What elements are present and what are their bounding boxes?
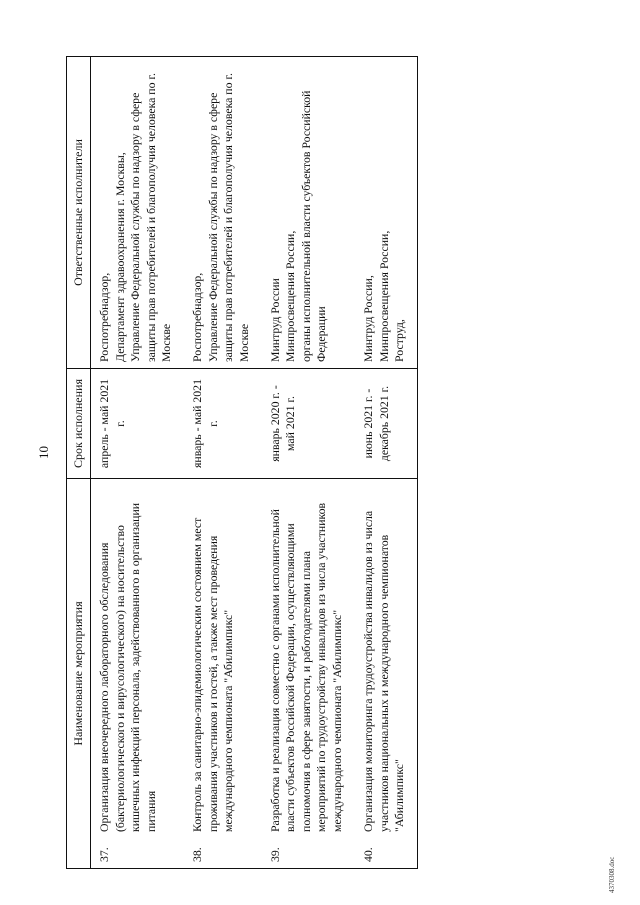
- event-name-cell: [355, 479, 418, 869]
- row-number: 39.: [268, 847, 283, 862]
- responsible-line: Минпросвещения России,: [283, 230, 298, 362]
- table-row: [184, 57, 262, 869]
- table-row: [262, 57, 355, 869]
- event-name: Контроль за санитарно-эпидемиологическим состоянием мест проживания участников и гостей, а также мест проведения международного чемпионата "Абилимпикс": [190, 517, 236, 832]
- responsible-line: Управление Федеральной службы по надзору в сфере защиты прав потребителей и благополучия человека по г. Москве: [128, 73, 174, 362]
- responsible-line: Роструд,: [391, 319, 406, 362]
- term-cell: июнь 2021 г. - декабрь 2021 г.: [355, 369, 418, 479]
- responsible-line: Департамент здравоохранения г. Москвы,: [112, 152, 127, 362]
- row-number: 40.: [361, 847, 376, 862]
- document-filename: 4370308.doc: [608, 856, 616, 893]
- table-row: [355, 57, 418, 869]
- responsible-line: Роспотребнадзор,: [97, 272, 112, 362]
- responsible-line: органы исполнительной власти субъектов Российской Федерации: [298, 90, 329, 362]
- responsible-line: Роспотребнадзор,: [190, 272, 205, 362]
- responsible-cell: [262, 57, 355, 369]
- row-number: 37.: [97, 847, 112, 862]
- event-name-cell: [91, 479, 185, 869]
- event-name: Организация мониторинга трудоустройства инвалидов из числа участников национальных и международного чемпионатов "Абилимпикс": [361, 510, 406, 832]
- responsible-cell: [355, 57, 418, 369]
- responsible-cell: [184, 57, 262, 369]
- events-table: [66, 56, 418, 869]
- responsible-line: Минтруд России: [268, 278, 283, 362]
- responsible-line: Минтруд России,: [361, 275, 376, 362]
- header-term: Срок исполнения: [67, 369, 91, 479]
- term-cell: январь - май 2021 г.: [184, 369, 262, 479]
- row-number: 38.: [190, 847, 205, 862]
- event-name-cell: [184, 479, 262, 869]
- header-event-name: Наименование мероприятия: [67, 479, 91, 869]
- table-header-row: [67, 57, 91, 869]
- event-name: Разработка и реализация совместно с органами исполнительной власти субъектов Российской Федерации, осуществляющими полномочия в сфере занятости, и работодателями плана мероприятий по трудоустройству инвалидов из числа участников международного чемпионата "Абилимпикс": [268, 502, 344, 832]
- responsible-cell: [91, 57, 185, 369]
- responsible-line: Управление Федеральной службы по надзору в сфере защиты прав потребителей и благополучия человека по г. Москве: [205, 73, 251, 362]
- term-cell: апрель - май 2021 г.: [91, 369, 185, 479]
- table-row: [91, 57, 185, 869]
- term-cell: январь 2020 г. - май 2021 г.: [262, 369, 355, 479]
- responsible-line: Минпросвещения России,: [376, 230, 391, 362]
- page-number: 10: [36, 446, 51, 459]
- event-name-cell: [262, 479, 355, 869]
- header-responsible: Ответственные исполнители: [67, 57, 91, 369]
- event-name: Организация внеочередного лабораторного обследования (бактериологического и вирусологического) на носительство кишечных инфекций персонала, задействованного в организации питания: [97, 502, 158, 832]
